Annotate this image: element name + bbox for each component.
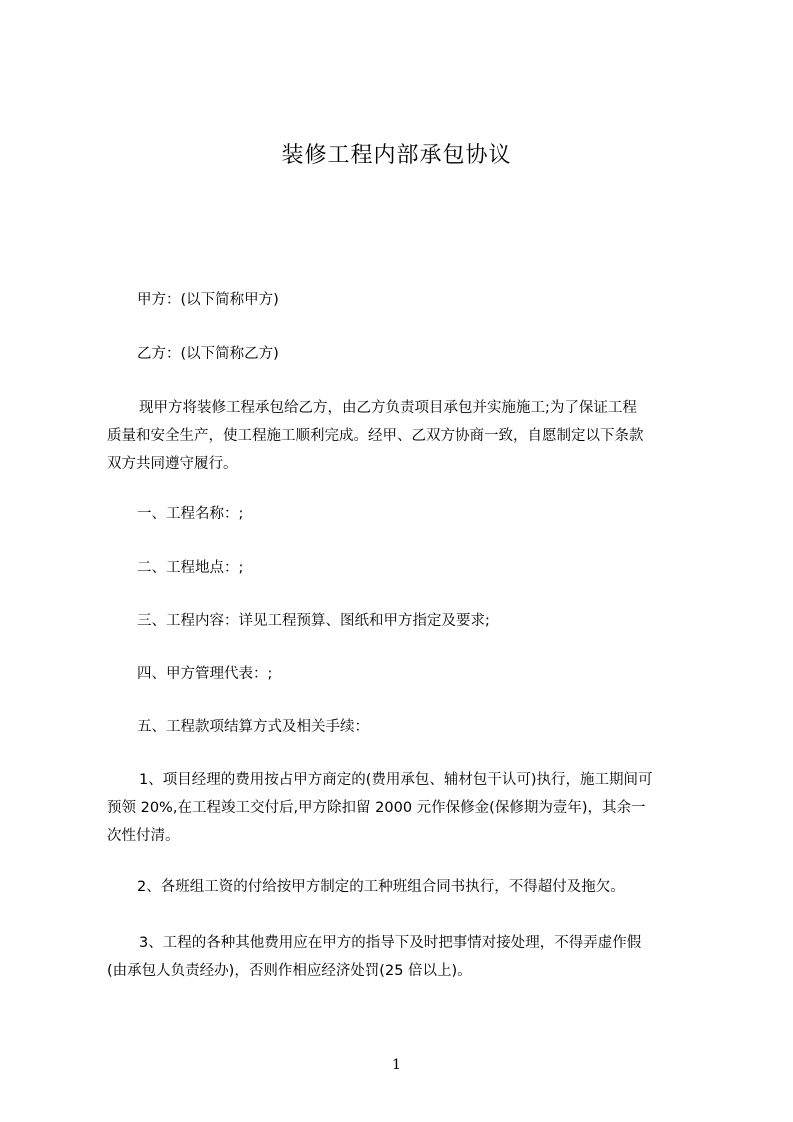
clause-3-line: 3、工程的各种其他费用应在甲方的指导下及时把事情对接处理，不得弄虚作假 xyxy=(139,935,642,951)
intro-paragraph xyxy=(107,394,644,478)
section-project-name: 一、工程名称：; xyxy=(137,506,244,522)
intro-line: 质量和安全生产，使工程施工顺利完成。经甲、乙双方协商一致，自愿制定以下条款 xyxy=(107,428,644,444)
clause-3-line: (由承包人负责经办)，否则作相应经济处罚(25 倍以上)。 xyxy=(107,963,472,979)
section-project-location: 二、工程地点：; xyxy=(137,560,244,576)
clause-3-paragraph xyxy=(107,929,641,985)
party-a-line: 甲方：(以下简称甲方) xyxy=(137,292,279,308)
clause-2-line: 2、各班组工资的付给按甲方制定的工种班组合同书执行，不得超付及拖欠。 xyxy=(137,879,625,895)
party-b-line: 乙方：(以下简称乙方) xyxy=(137,346,279,362)
section-settlement-method: 五、工程款项结算方式及相关手续： xyxy=(137,719,369,735)
intro-line: 双方共同遵守履行。 xyxy=(107,456,238,472)
section-project-content: 三、工程内容：详见工程预算、图纸和甲方指定及要求; xyxy=(137,613,490,629)
section-party-a-representative: 四、甲方管理代表：; xyxy=(137,666,273,682)
clause-1-line: 预领 20%,在工程竣工交付后,甲方除扣留 2000 元作保修金(保修期为壹年)，其余一 xyxy=(107,800,646,816)
document-title: 装修工程内部承包协议 xyxy=(281,143,512,168)
intro-line: 现甲方将装修工程承包给乙方，由乙方负责项目承包并实施施工;为了保证工程 xyxy=(139,400,637,416)
clause-1-line: 次性付清。 xyxy=(107,828,180,844)
clause-1-paragraph xyxy=(107,766,653,850)
page-number: 1 xyxy=(392,1057,401,1073)
clause-1-line: 1、项目经理的费用按占甲方商定的(费用承包、辅材包干认可)执行，施工期间可 xyxy=(139,772,653,788)
